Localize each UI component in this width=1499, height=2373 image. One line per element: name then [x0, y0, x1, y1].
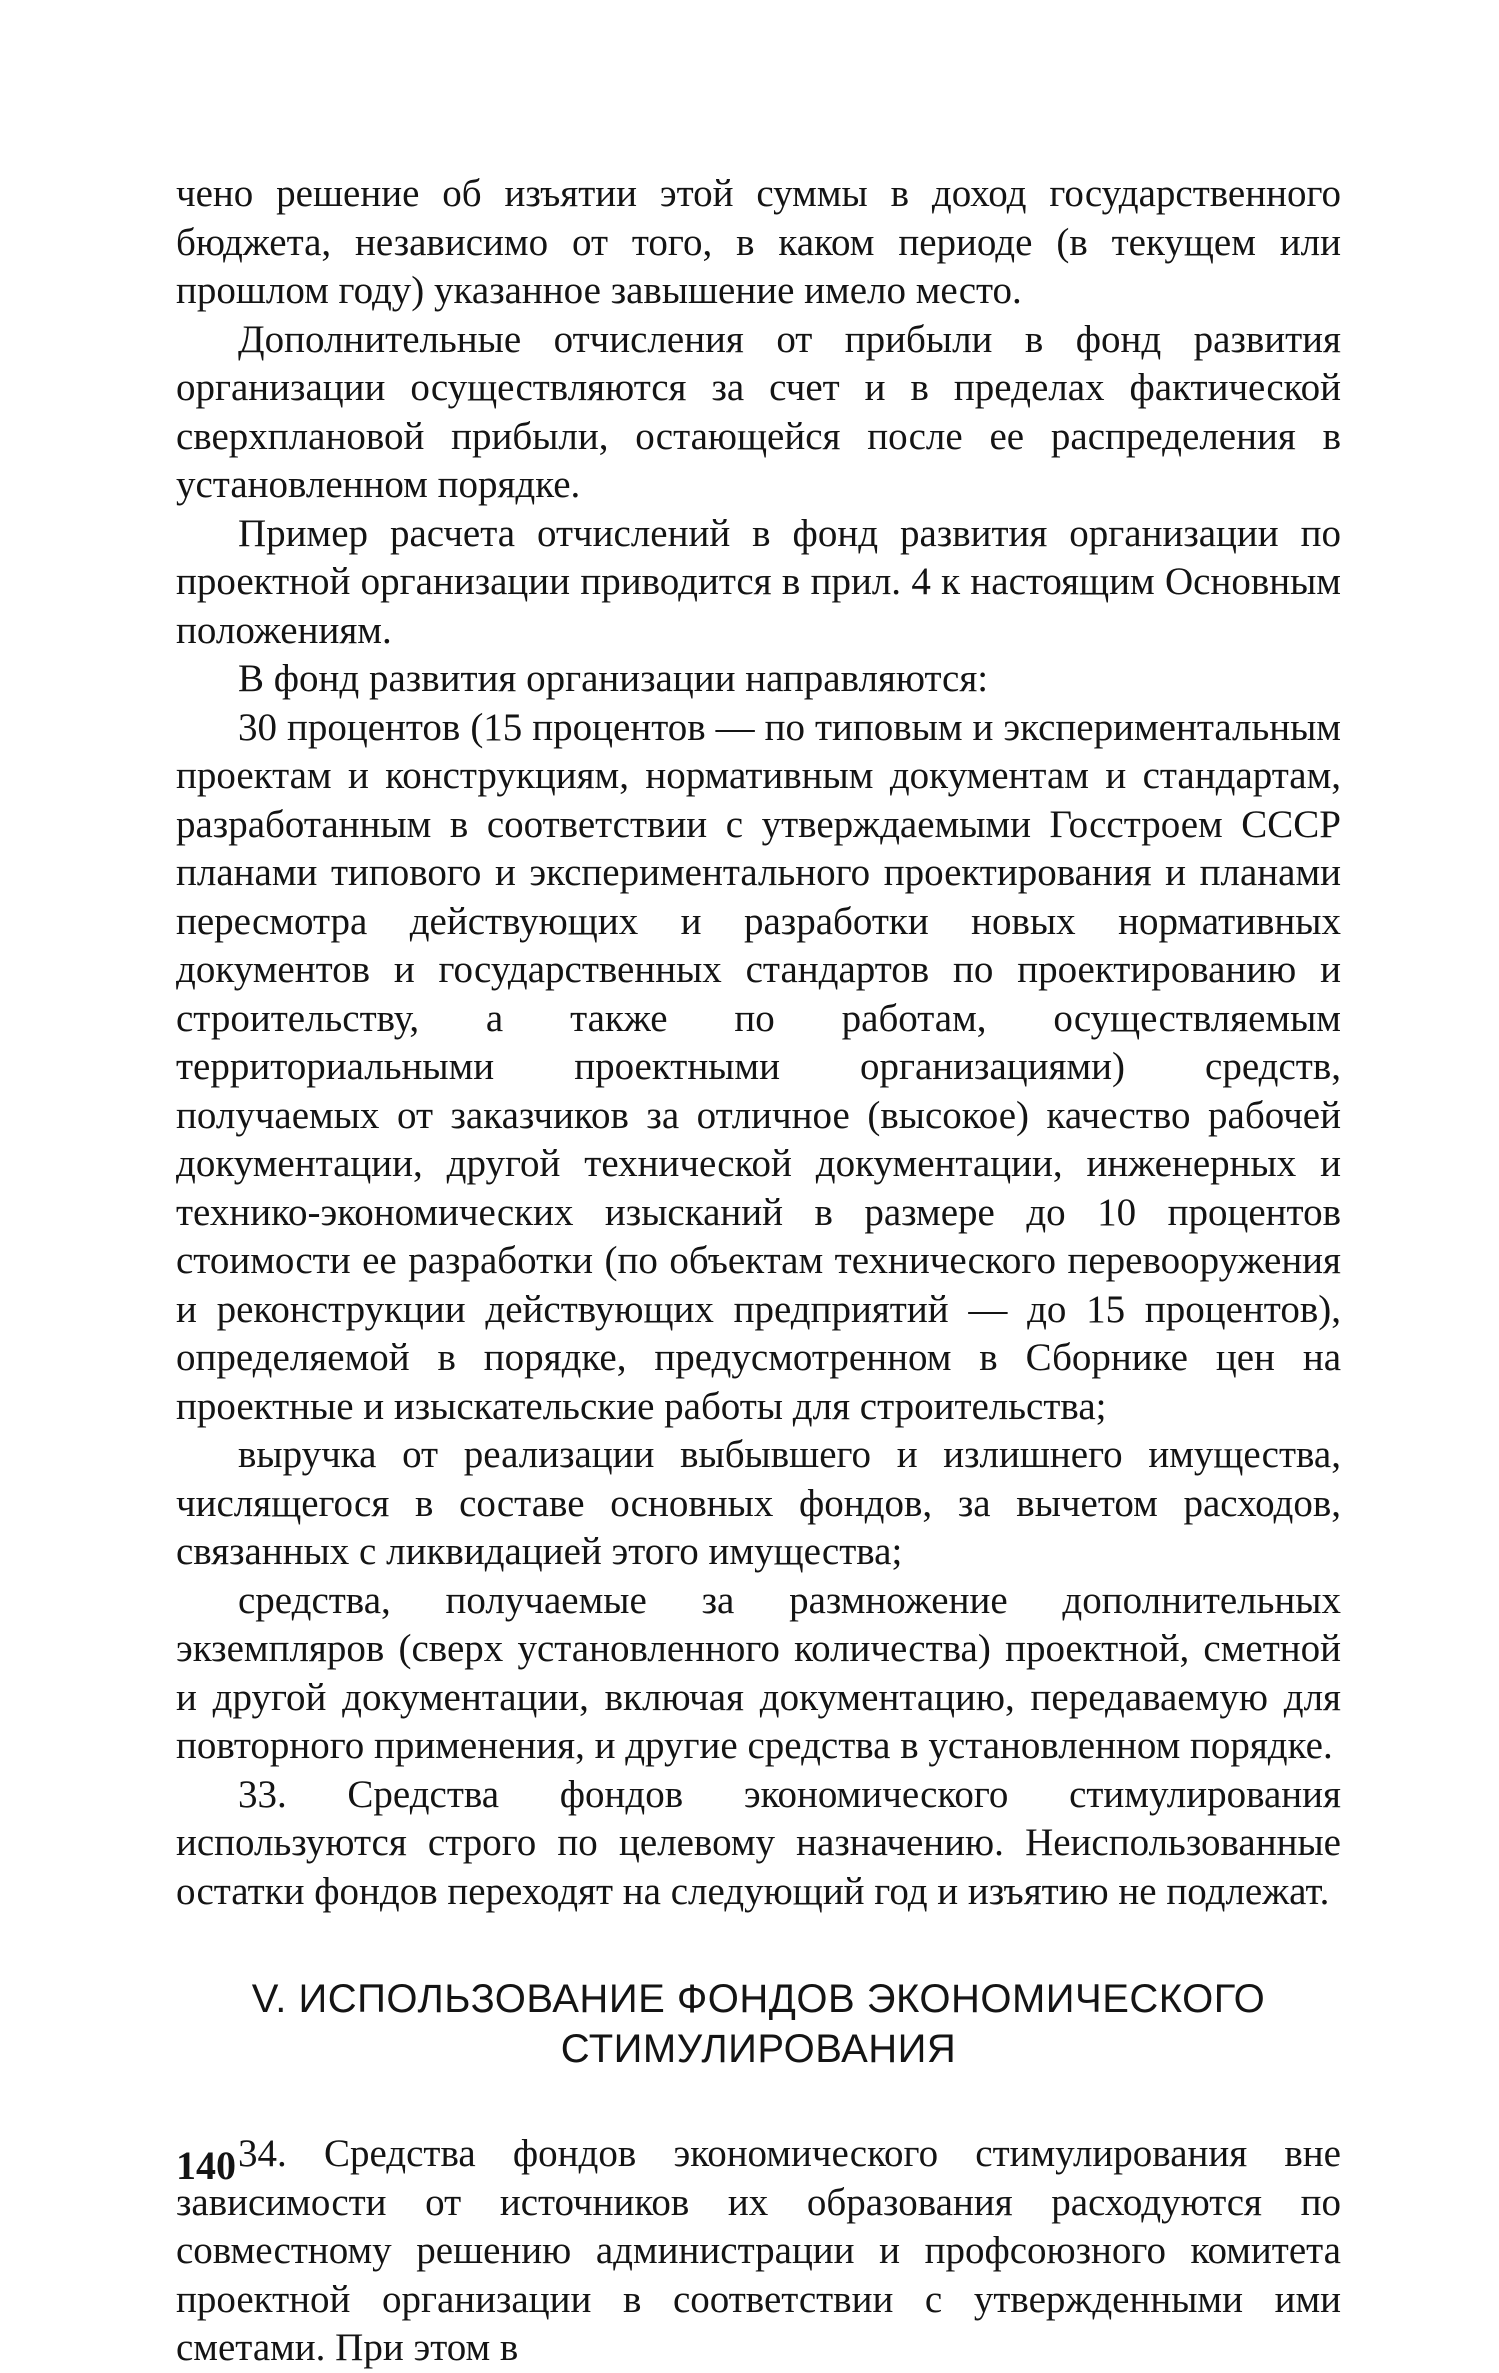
paragraph-property-revenue: выручка от реализации выбывшего и излишнего имущества, числящегося в составе основных фондов, за вычетом расходов, связанных с ликвидацией этого имущества;: [176, 1433, 1341, 1573]
paragraph-fund-sources-intro: В фонд развития организации направляются:: [238, 657, 989, 700]
paragraph-item-33: 33. Средства фондов экономического стимулирования используются строго по целевому назначению. Неиспользованные остатки фондов переходят на следующий год и изъятию не подлежат.: [176, 1772, 1341, 1913]
section-heading: [176, 1974, 1341, 2074]
page-body: [176, 170, 1341, 2373]
section-heading-line-2: СТИМУЛИРОВАНИЯ: [560, 2027, 957, 2071]
paragraph-item-34: 34. Средства фондов экономического стимулирования вне зависимости от источников их образования расходуются по совместному решению администрации и профсоюзного комитета проектной организации в соответствии с утвержденными ими сметами. При этом в: [176, 2132, 1341, 2369]
section-heading-line-1: V. ИСПОЛЬЗОВАНИЕ ФОНДОВ ЭКОНОМИЧЕСКОГО: [251, 1977, 1266, 2021]
paragraph-thirty-percent: 30 процентов (15 процентов — по типовым и экспериментальным проектам и конструкциям, нормативным документам и стандартам, разработанным в соответствии с утверждаемыми Госстроем СССР планами типового и экспериментального проектирования и планами пересмотра действующих и разработки новых нормативных документов и государственных стандартов по проектированию и строительству, а также по работам, осуществляемым территориальными проектными организациями) средств, получаемых от заказчиков за отличное (высокое) качество рабочей документации, другой технической документации, инженерных и технико-экономических изысканий в размере до 10 процентов стоимости ее разработки (по объектам технического перевооружения и реконструкции действующих предприятий — до 15 процентов), определяемой в порядке, предусмотренном в Сборнике цен на проектные и изыскательские работы для строительства;: [176, 705, 1341, 1428]
paragraph-calculation-example: Пример расчета отчислений в фонд развития организации по проектной организации приводится в прил. 4 к настоящим Основным положениям.: [176, 511, 1341, 652]
paragraph-copies-revenue: средства, получаемые за размножение дополнительных экземпляров (сверх установленного количества) проектной, сметной и другой документации, включая документацию, передаваемую для повторного применения, и другие средства в установленном порядке.: [176, 1578, 1341, 1767]
paragraph-continuation: чено решение об изъятии этой суммы в доход государственного бюджета, независимо от того, в каком периоде (в текущем или прошлом году) указанное завышение имело место.: [176, 172, 1341, 312]
paragraph-additional-deductions: Дополнительные отчисления от прибыли в фонд развития организации осуществляются за счет и в пределах фактической сверхплановой прибыли, остающейся после ее распределения в установленном порядке.: [176, 317, 1341, 506]
page-number: 140: [176, 2143, 236, 2188]
